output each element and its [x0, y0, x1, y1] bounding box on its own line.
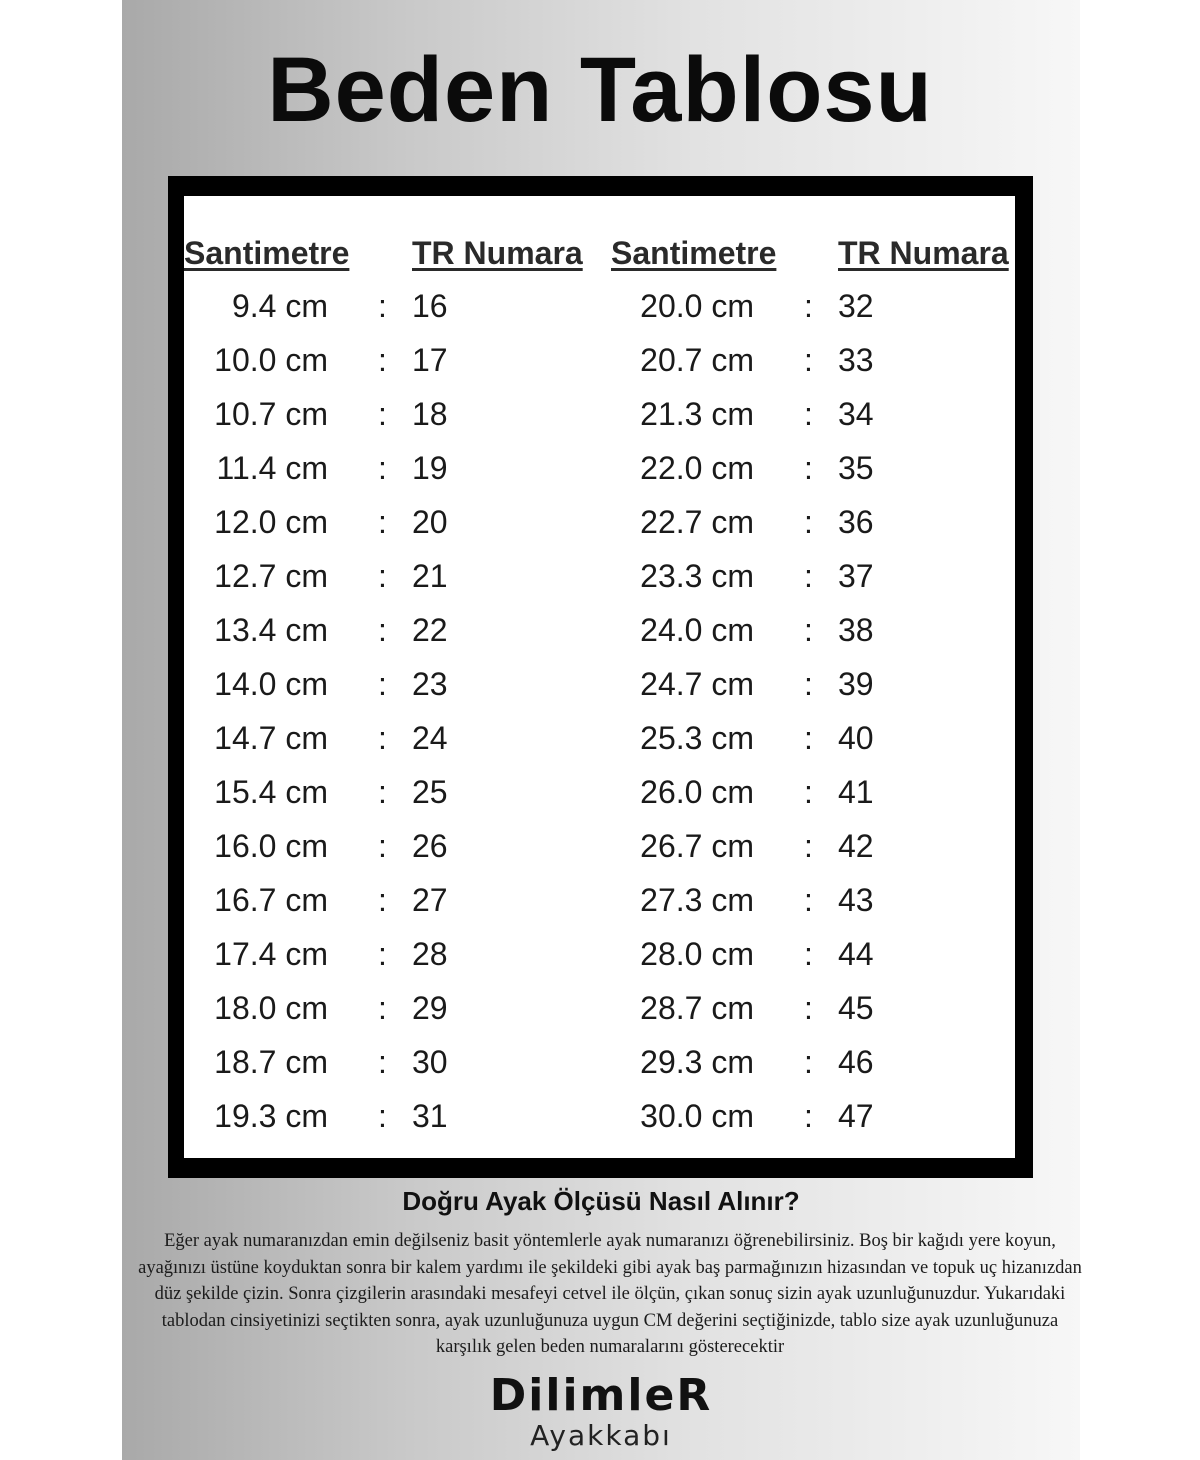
separator: :: [804, 990, 813, 1026]
cm-cell: 25.3 cm: [640, 720, 754, 756]
separator: :: [804, 828, 813, 864]
cm-cell: 10.7 cm: [214, 396, 328, 432]
separator: :: [378, 1098, 387, 1134]
tr-cell: 23: [412, 666, 448, 702]
header-cm-left: Santimetre: [184, 235, 350, 271]
separator: :: [378, 828, 387, 864]
separator: :: [804, 504, 813, 540]
cm-cell: 24.7 cm: [640, 666, 754, 702]
tr-cell: 28: [412, 936, 448, 972]
brand-logo: [122, 1372, 1080, 1452]
tr-cell: 20: [412, 504, 448, 540]
tr-cell: 33: [838, 342, 874, 378]
cm-cell: 14.7 cm: [214, 720, 328, 756]
size-table-frame: [168, 176, 1033, 1178]
cm-cell: 19.3 cm: [214, 1098, 328, 1134]
separator: :: [804, 936, 813, 972]
header-tr-left: TR Numara: [412, 235, 583, 271]
separator: :: [378, 342, 387, 378]
tr-cell: 27: [412, 882, 448, 918]
separator: :: [804, 342, 813, 378]
cm-cell: 15.4 cm: [214, 774, 328, 810]
separator: :: [804, 1044, 813, 1080]
separator: :: [804, 396, 813, 432]
separator: :: [378, 612, 387, 648]
cm-cell: 18.0 cm: [214, 990, 328, 1026]
cm-cell: 23.3 cm: [640, 558, 754, 594]
tr-cell: 24: [412, 720, 448, 756]
size-table: [184, 196, 1015, 1158]
tr-cell: 45: [838, 990, 874, 1026]
tr-cell: 30: [412, 1044, 448, 1080]
page-title: Beden Tablosu: [267, 39, 933, 141]
cm-cell: 13.4 cm: [214, 612, 328, 648]
cm-cell: 16.0 cm: [214, 828, 328, 864]
cm-cell: 14.0 cm: [214, 666, 328, 702]
tr-cell: 25: [412, 774, 448, 810]
separator: :: [804, 720, 813, 756]
cm-cell: 12.0 cm: [214, 504, 328, 540]
tr-cell: 18: [412, 396, 448, 432]
separator: :: [378, 666, 387, 702]
cm-cell: 20.0 cm: [640, 288, 754, 324]
header-cm-right: Santimetre: [611, 235, 777, 271]
cm-cell: 29.3 cm: [640, 1044, 754, 1080]
tr-cell: 47: [838, 1098, 874, 1134]
tr-cell: 36: [838, 504, 874, 540]
tr-cell: 40: [838, 720, 874, 756]
separator: :: [378, 882, 387, 918]
tr-cell: 43: [838, 882, 874, 918]
cm-cell: 30.0 cm: [640, 1098, 754, 1134]
separator: :: [378, 558, 387, 594]
cm-cell: 16.7 cm: [214, 882, 328, 918]
tr-cell: 38: [838, 612, 874, 648]
cm-cell: 20.7 cm: [640, 342, 754, 378]
separator: :: [378, 774, 387, 810]
separator: :: [804, 774, 813, 810]
separator: :: [804, 1098, 813, 1134]
tr-cell: 22: [412, 612, 448, 648]
separator: :: [378, 288, 387, 324]
tr-cell: 42: [838, 828, 874, 864]
separator: :: [378, 720, 387, 756]
separator: :: [378, 990, 387, 1026]
cm-cell: 17.4 cm: [214, 936, 328, 972]
brand-subtitle: Ayakkabı: [530, 1419, 672, 1452]
cm-cell: 27.3 cm: [640, 882, 754, 918]
cm-cell: 12.7 cm: [214, 558, 328, 594]
cm-cell: 18.7 cm: [214, 1044, 328, 1080]
separator: :: [378, 504, 387, 540]
tr-cell: 34: [838, 396, 874, 432]
tr-cell: 26: [412, 828, 448, 864]
cm-cell: 22.0 cm: [640, 450, 754, 486]
separator: :: [378, 450, 387, 486]
guide-title: Doğru Ayak Ölçüsü Nasıl Alınır?: [402, 1186, 800, 1216]
cm-cell: 24.0 cm: [640, 612, 754, 648]
tr-cell: 17: [412, 342, 448, 378]
tr-cell: 29: [412, 990, 448, 1026]
tr-cell: 44: [838, 936, 874, 972]
cm-cell: 10.0 cm: [214, 342, 328, 378]
tr-cell: 37: [838, 558, 874, 594]
tr-cell: 16: [412, 288, 448, 324]
tr-cell: 46: [838, 1044, 874, 1080]
tr-cell: 41: [838, 774, 874, 810]
cm-cell: 28.0 cm: [640, 936, 754, 972]
tr-cell: 31: [412, 1098, 448, 1134]
separator: :: [804, 882, 813, 918]
separator: :: [804, 612, 813, 648]
cm-cell: 9.4 cm: [231, 288, 328, 324]
separator: :: [804, 666, 813, 702]
tr-cell: 21: [412, 558, 448, 594]
separator: :: [804, 288, 813, 324]
cm-cell: 26.7 cm: [640, 828, 754, 864]
separator: :: [804, 450, 813, 486]
guide-text: Eğer ayak numaranızdan emin değilseniz basit yöntemlerle ayak numaranızı öğrenebilirsiniz. Boş bir kağıdı yere koyun, ayağınızı üstüne koyduktan sonra bir kalem yardımı ile şekildeki gibi ayak baş parmağınızın hizasından ve topuk uç hizanızdan düz şekilde çizin. Sonra çizgilerin arasındaki mesafeyi cetvel ile ölçün, çıkan sonuç sizin ayak uzunluğunuzdur. Yukarıdaki tablodan cinsiyetinizi seçtikten sonra, ayak uzunluğunuza uygun CM değerini seçtiğinizde, tablo size ayak uzunluğunuza karşılık gelen beden numaralarını gösterecektir: [138, 1231, 1082, 1357]
separator: :: [804, 558, 813, 594]
cm-cell: 22.7 cm: [640, 504, 754, 540]
tr-cell: 35: [838, 450, 874, 486]
tr-cell: 32: [838, 288, 874, 324]
cm-cell: 28.7 cm: [640, 990, 754, 1026]
cm-cell: 26.0 cm: [640, 774, 754, 810]
separator: :: [378, 396, 387, 432]
cm-cell: 21.3 cm: [640, 396, 754, 432]
header-tr-right: TR Numara: [838, 235, 1009, 271]
separator: :: [378, 1044, 387, 1080]
brand-name: DilimleR: [489, 1370, 713, 1421]
separator: :: [378, 936, 387, 972]
tr-cell: 39: [838, 666, 874, 702]
cm-cell: 11.4 cm: [216, 450, 328, 486]
tr-cell: 19: [412, 450, 448, 486]
